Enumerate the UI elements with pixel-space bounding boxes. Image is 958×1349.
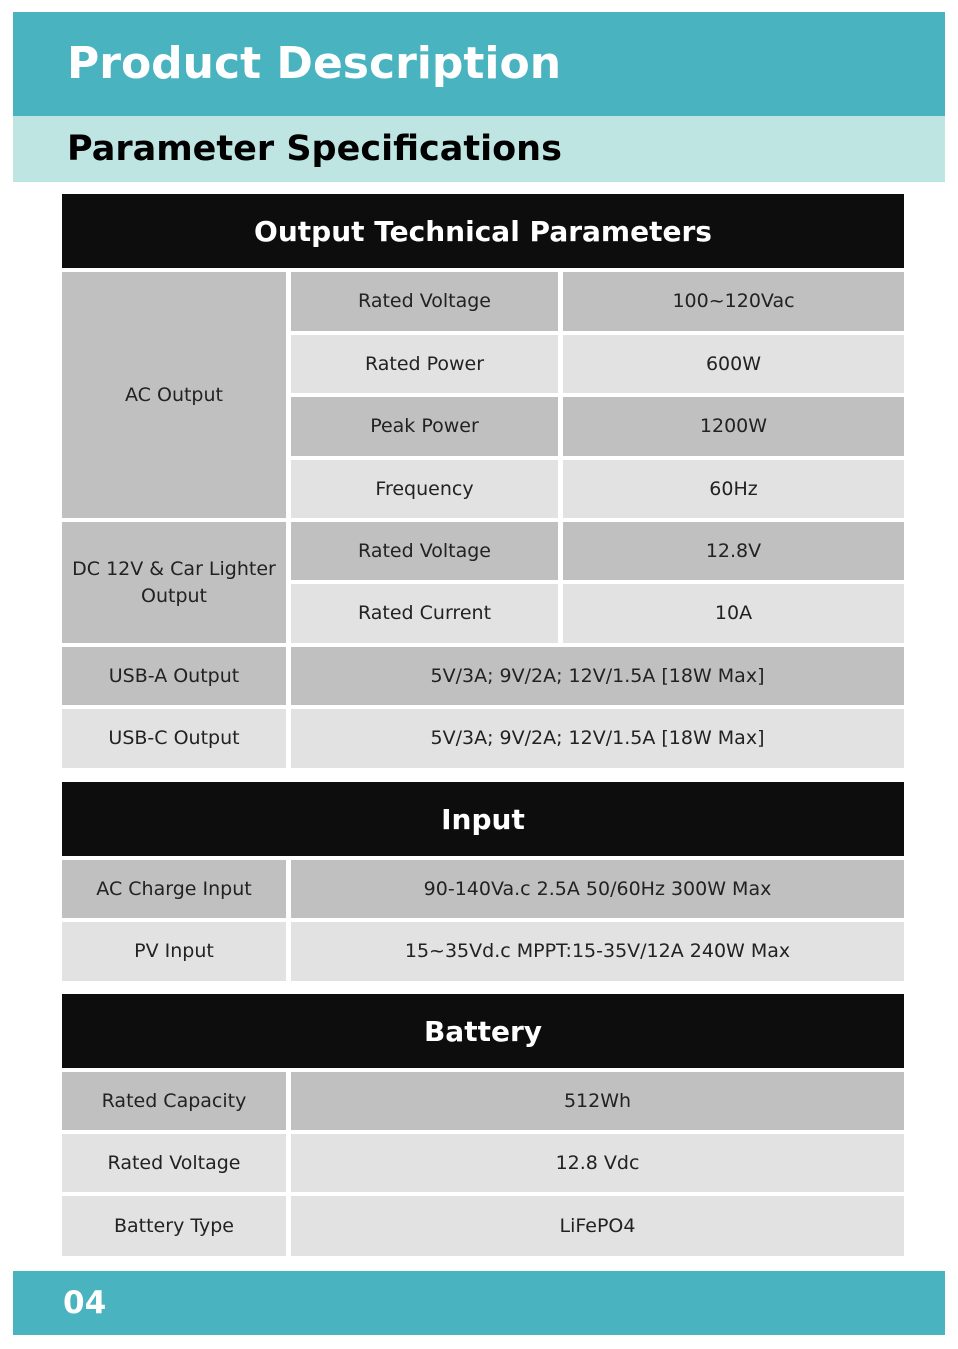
row-label-usb-c: USB-C Output <box>62 709 286 768</box>
row-value-usb-a: 5V/3A; 9V/2A; 12V/1.5A [18W Max] <box>291 647 904 705</box>
section-heading-output: Output Technical Parameters <box>62 194 904 268</box>
param-value: 600W <box>563 335 904 393</box>
footer-band <box>13 1271 945 1335</box>
row-value-ac-charge: 90-140Va.c 2.5A 50/60Hz 300W Max <box>291 860 904 918</box>
row-value-battery-type: LiFePO4 <box>291 1196 904 1256</box>
section-heading-input: Input <box>62 782 904 856</box>
param-label: Rated Power <box>291 335 558 393</box>
group-label-ac-output: AC Output <box>62 272 286 518</box>
row-label-usb-a: USB-A Output <box>62 647 286 705</box>
param-value: 12.8V <box>563 522 904 580</box>
row-label-ac-charge: AC Charge Input <box>62 860 286 918</box>
page-number: 04 <box>63 1285 107 1321</box>
param-value: 100~120Vac <box>563 272 904 331</box>
param-label: Peak Power <box>291 397 558 456</box>
group-label-dc-output: DC 12V & Car Lighter Output <box>62 522 286 643</box>
row-value-pv-input: 15~35Vd.c MPPT:15-35V/12A 240W Max <box>291 922 904 981</box>
row-value-rated-capacity: 512Wh <box>291 1072 904 1130</box>
row-label-pv-input: PV Input <box>62 922 286 981</box>
param-label: Rated Current <box>291 584 558 643</box>
param-label: Rated Voltage <box>291 272 558 331</box>
page-subtitle: Parameter Specifications <box>67 129 562 169</box>
row-label-battery-voltage: Rated Voltage <box>62 1134 286 1192</box>
spec-table <box>62 0 904 1349</box>
row-value-usb-c: 5V/3A; 9V/2A; 12V/1.5A [18W Max] <box>291 709 904 768</box>
row-label-rated-capacity: Rated Capacity <box>62 1072 286 1130</box>
page-title: Product Description <box>67 38 562 89</box>
section-heading-battery: Battery <box>62 994 904 1068</box>
param-value: 10A <box>563 584 904 643</box>
param-value: 1200W <box>563 397 904 456</box>
param-label: Frequency <box>291 460 558 518</box>
row-value-battery-voltage: 12.8 Vdc <box>291 1134 904 1192</box>
row-label-battery-type: Battery Type <box>62 1196 286 1256</box>
param-label: Rated Voltage <box>291 522 558 580</box>
param-value: 60Hz <box>563 460 904 518</box>
